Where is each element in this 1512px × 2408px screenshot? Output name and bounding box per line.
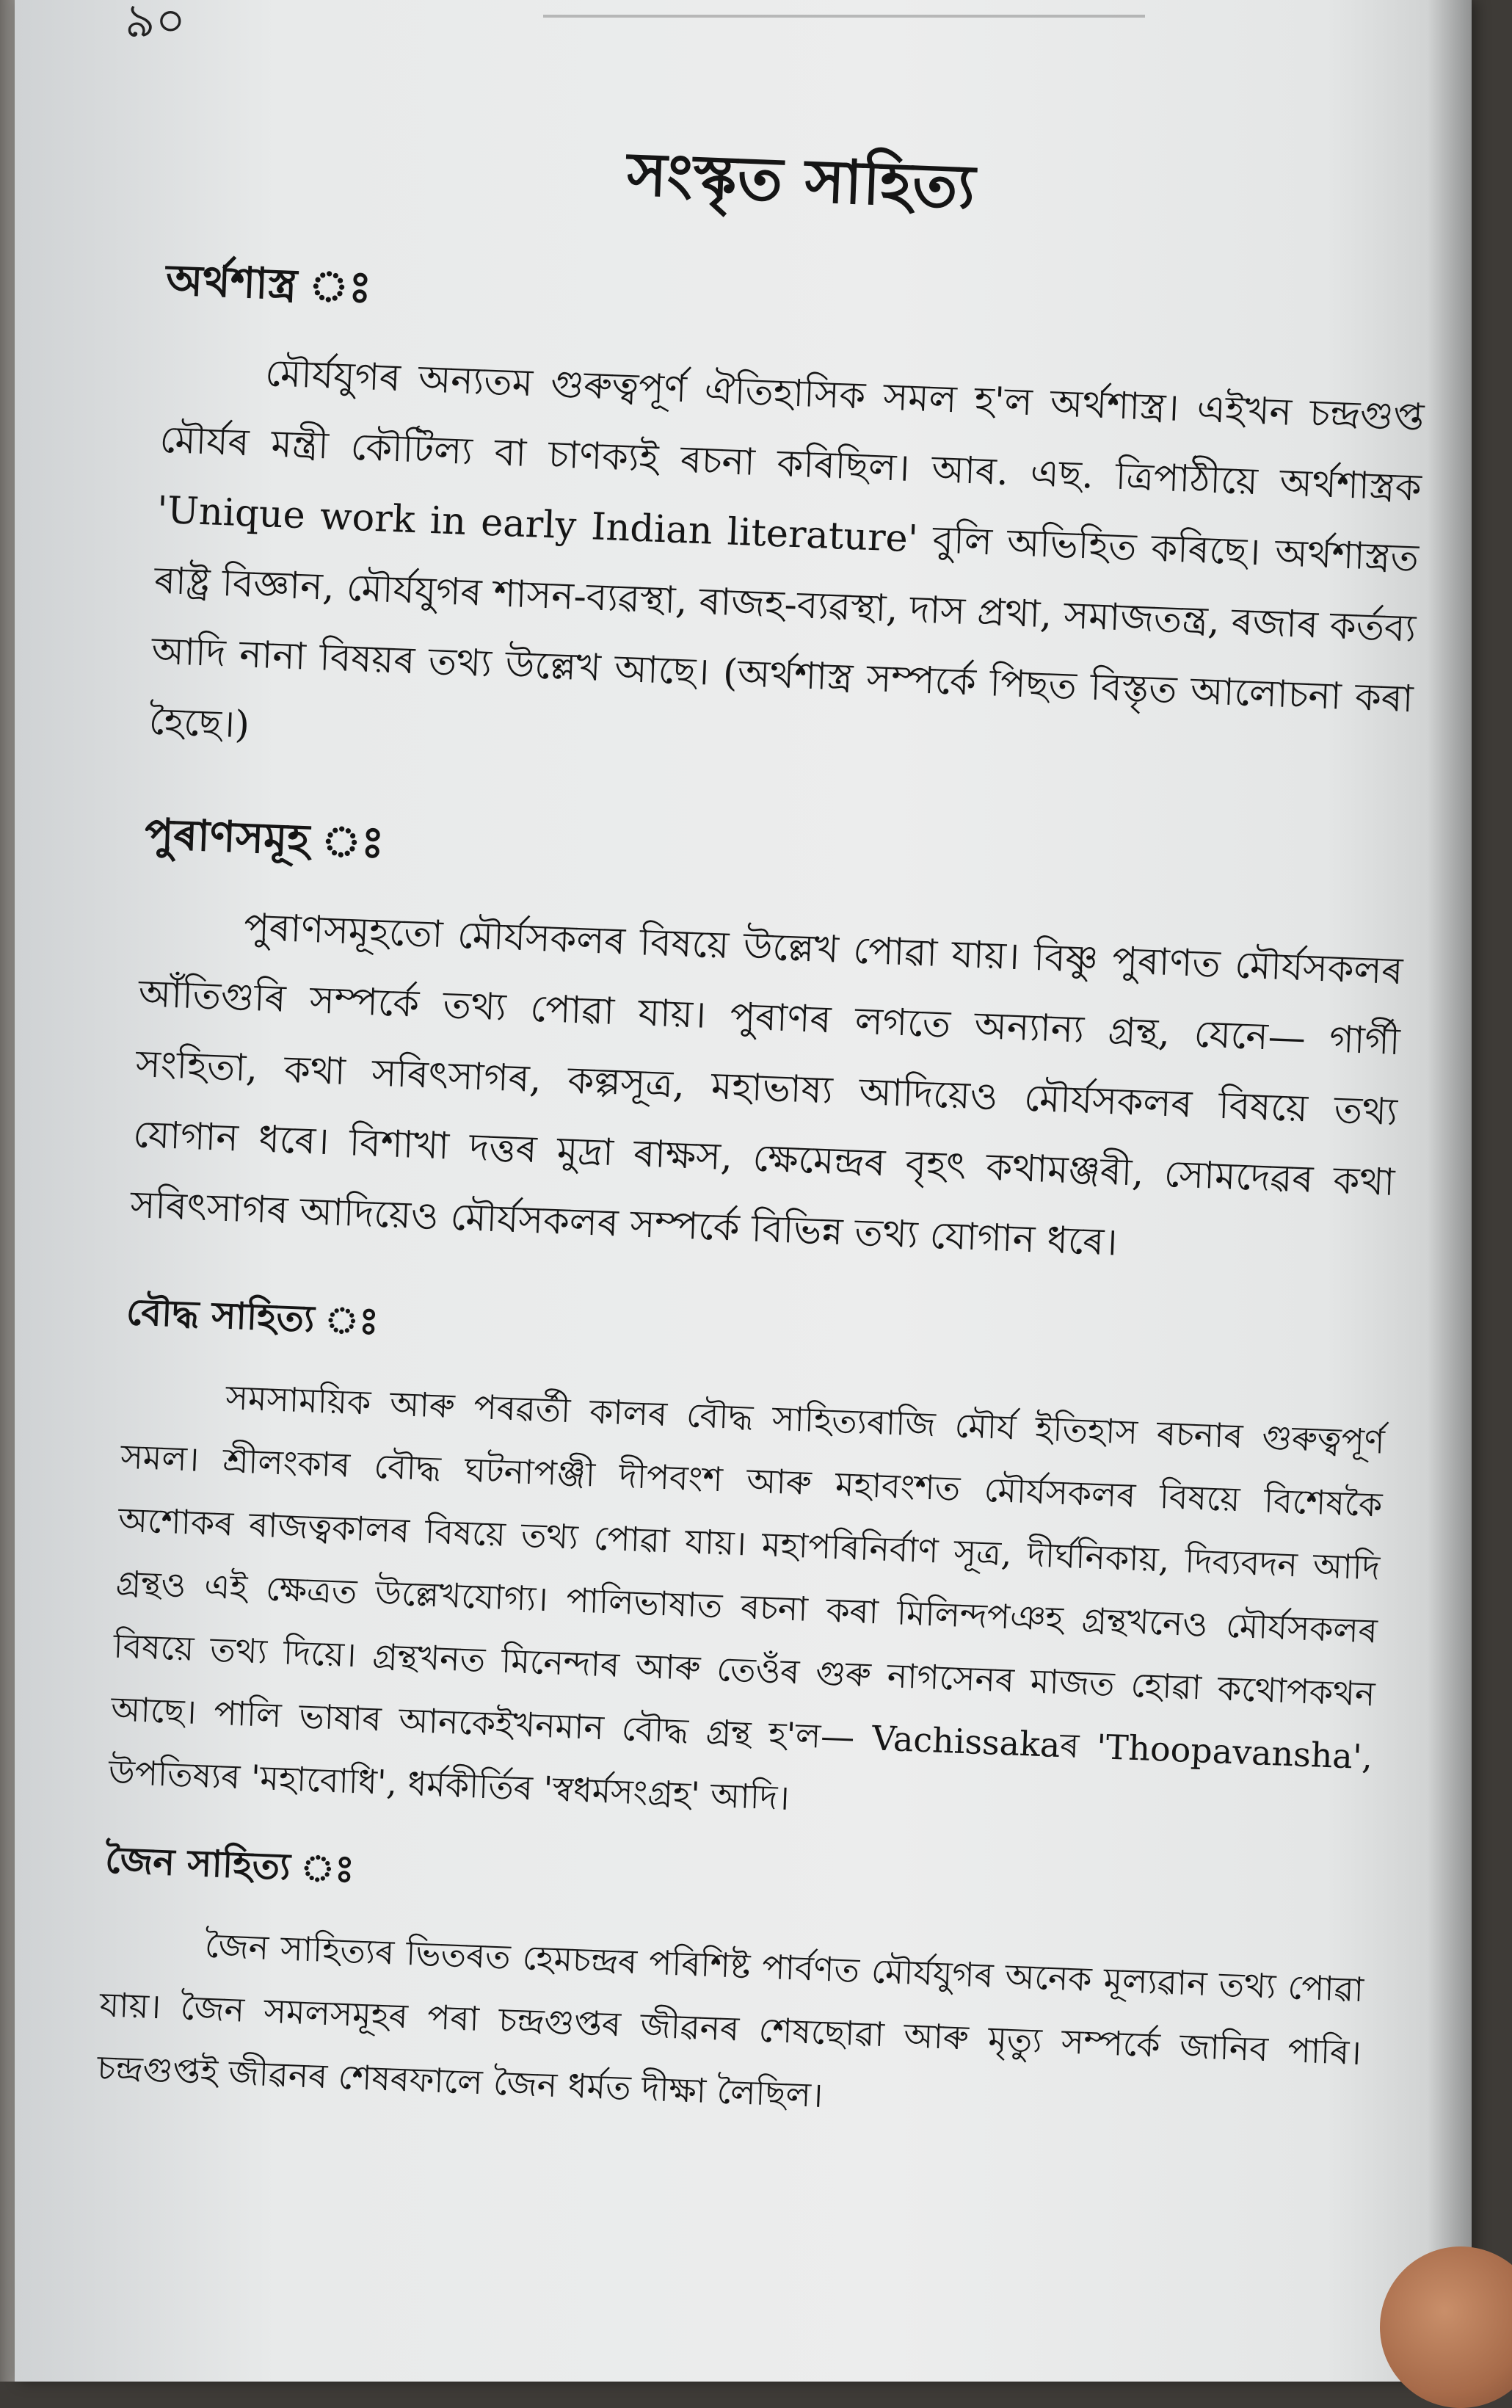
section-jain-literature <box>96 1832 1368 2147</box>
section-arthashastra <box>148 247 1428 806</box>
section-paragraph: জৈন সাহিত্যৰ ভিতৰত হেমচন্দ্ৰৰ পৰিশিষ্ট পাৰ্বণত মৌৰ্যযুগৰ অনেক মূল্যৱান তথ্য পোৱা যায়। জৈন সমলসমূহৰ পৰা চন্দ্ৰগুপ্তৰ জীৱনৰ শেষছোৱা আৰু মৃত্যু সম্পৰ্কে জানিব পাৰি। চন্দ্ৰগুপ্তই জীৱনৰ শেষৰফালে জৈন ধৰ্মত দীক্ষা লৈছিল। <box>96 1925 1364 2115</box>
page-content <box>95 110 1433 2177</box>
section-heading: পুৰাণসমূহ ঃ <box>143 808 385 868</box>
page-number: ৯০ <box>125 0 186 48</box>
section-heading: অৰ্থশাস্ত্ৰ ঃ <box>164 254 373 313</box>
section-heading: জৈন সাহিত্য ঃ <box>104 1838 356 1891</box>
book-page <box>15 0 1472 2382</box>
section-heading: বৌদ্ধ সাহিত্য ঃ <box>126 1289 379 1343</box>
section-paragraph: সমসাময়িক আৰু পৰৱৰ্তী কালৰ বৌদ্ধ সাহিত্যৰাজি মৌৰ্য ইতিহাস ৰচনাৰ গুৰুত্বপূৰ্ণ সমল। শ্ৰীলংকাৰ বৌদ্ধ ঘটনাপঞ্জী দীপবংশ আৰু মহাবংশত মৌৰ্যসকলৰ বিষয়ে বিশেষকৈ অশোকৰ ৰাজত্বকালৰ বিষয়ে তথ্য পোৱা যায়। মহাপৰিনিৰ্বাণ সূত্ৰ, দীৰ্ঘনিকায়, দিব্যবদন আদি গ্ৰন্থও এই ক্ষেত্ৰত উল্লেখযোগ্য। পালিভাষাত ৰচনা কৰা মিলিন্দপঞহ গ্ৰন্থখনেও মৌৰ্যসকলৰ বিষয়ে তথ্য দিয়ে। গ্ৰন্থখনত মিনেন্দাৰ আৰু তেওঁৰ গুৰু নাগসেনৰ মাজত হোৱা কথোপকথন আছে। পালি ভাষাৰ আনকেইখনমান বৌদ্ধ গ্ৰন্থ হ'ল— Vachissakaৰ 'Thoopavansha', উপতিষ্যৰ 'মহাবোধি', ধৰ্মকীৰ্তিৰ 'স্বধৰ্মসংগ্ৰহ' আদি। <box>108 1377 1386 1818</box>
running-header-remnant <box>543 0 1145 18</box>
section-puranas <box>129 801 1408 1289</box>
section-paragraph: মৌৰ্যযুগৰ অন্যতম গুৰুত্বপূৰ্ণ ঐতিহাসিক সমল হ'ল অৰ্থশাস্ত্ৰ। এইখন চন্দ্ৰগুপ্ত মৌৰ্যৰ মন্ত্ৰী কৌটিল্য বা চাণক্যই ৰচনা কৰিছিল। আৰ. এছ. ত্ৰিপাঠীয়ে অৰ্থশাস্ত্ৰক 'Unique work in early Indian literature' বুলি অভিহিত কৰিছে। অৰ্থশাস্ত্ৰত ৰাষ্ট্ৰ বিজ্ঞান, মৌৰ্যযুগৰ শাসন-ব্যৱস্থা, ৰাজহ-ব্যৱস্থা, দাস প্ৰথা, সমাজতন্ত্ৰ, ৰজাৰ কৰ্তব্য আদি নানা বিষয়ৰ তথ্য উল্লেখ আছে। (অৰ্থশাস্ত্ৰ সম্পৰ্কে পিছত বিস্তৃত আলোচনা কৰা হৈছে।) <box>148 352 1425 747</box>
section-buddhist-literature <box>107 1285 1389 1852</box>
page-edge-shadow <box>1428 0 1472 2382</box>
section-paragraph: পুৰাণসমূহতো মৌৰ্যসকলৰ বিষয়ে উল্লেখ পোৱা যায়। বিষ্ণু পুৰাণত মৌৰ্যসকলৰ আঁতিগুৰি সম্পৰ্কে তথ্য পোৱা যায়। পুৰাণৰ লগতে অন্যান্য গ্ৰন্থ, যেনে— গাৰ্গী সংহিতা, কথা সৰিৎসাগৰ, কল্পসূত্ৰ, মহাভাষ্য আদিয়েও মৌৰ্যসকলৰ বিষয়ে তথ্য যোগান ধৰে। বিশাখা দত্তৰ মুদ্ৰা ৰাক্ষস, ক্ষেমেন্দ্ৰৰ বৃহৎ কথামঞ্জৰী, সোমদেৱৰ কথা সৰিৎসাগৰ আদিয়েও মৌৰ্যসকলৰ সম্পৰ্কে বিভিন্ন তথ্য যোগান ধৰে। <box>129 905 1404 1265</box>
page-title: সংস্কৃত সাহিত্য <box>625 138 978 223</box>
